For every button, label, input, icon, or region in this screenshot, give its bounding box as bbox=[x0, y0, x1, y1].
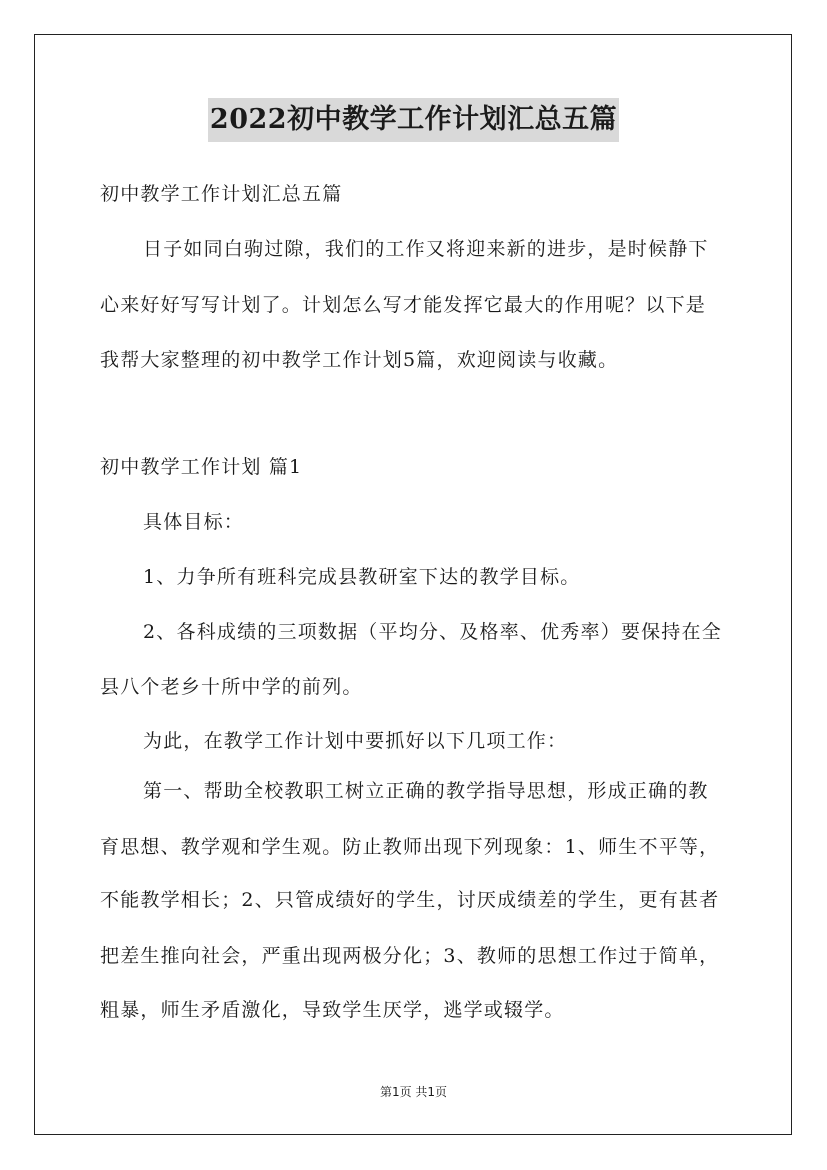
body-line: 1、力争所有班科完成县教研室下达的教学目标。 bbox=[143, 566, 581, 588]
body-line: 第一、帮助全校教职工树立正确的教学指导思想，形成正确的教 bbox=[143, 780, 709, 802]
body-line: 育思想、教学观和学生观。防止教师出现下列现象：1、师生不平等， bbox=[100, 836, 720, 858]
section-heading: 初中教学工作计划 篇1 bbox=[100, 456, 303, 478]
intro-line: 心来好好写写计划了。计划怎么写才能发挥它最大的作用呢？以下是 bbox=[100, 294, 707, 316]
document-title: 2022初中教学工作计划汇总五篇 bbox=[208, 98, 619, 142]
body-line: 不能教学相长；2、只管成绩好的学生，讨厌成绩差的学生，更有甚者 bbox=[100, 889, 720, 911]
title-container bbox=[0, 98, 827, 142]
body-line: 具体目标： bbox=[143, 511, 245, 533]
document-subtitle: 初中教学工作计划汇总五篇 bbox=[100, 183, 343, 205]
body-line: 县八个老乡十所中学的前列。 bbox=[100, 676, 363, 698]
body-line: 2、各科成绩的三项数据（平均分、及格率、优秀率）要保持在全 bbox=[143, 621, 722, 643]
body-line: 把差生推向社会，严重出现两极分化；3、教师的思想工作过于简单， bbox=[100, 945, 720, 967]
intro-line: 日子如同白驹过隙，我们的工作又将迎来新的进步，是时候静下 bbox=[143, 238, 709, 260]
body-line: 粗暴，师生矛盾激化，导致学生厌学，逃学或辍学。 bbox=[100, 999, 565, 1021]
body-line: 为此，在教学工作计划中要抓好以下几项工作： bbox=[143, 730, 568, 752]
page-footer: 第1页 共1页 bbox=[379, 1085, 448, 1099]
intro-line: 我帮大家整理的初中教学工作计划5篇，欢迎阅读与收藏。 bbox=[100, 349, 619, 371]
